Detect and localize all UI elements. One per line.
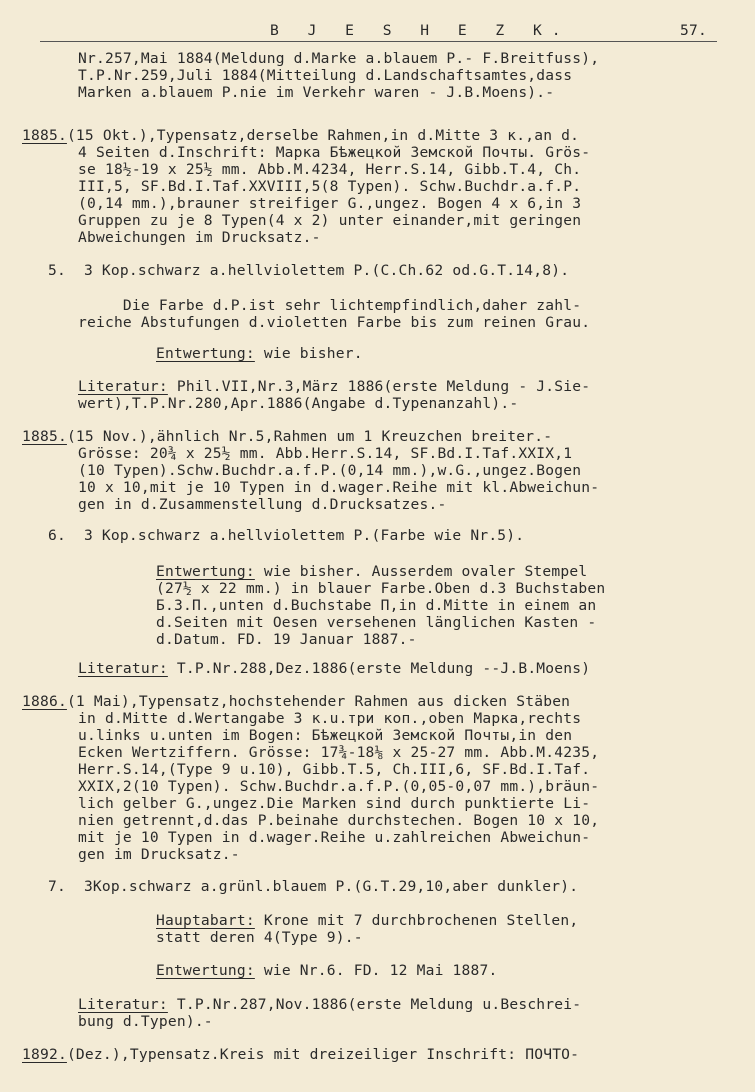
text-line: lich gelber G.,ungez.Die Marken sind durch punktierte Li- — [78, 795, 591, 812]
text-block-stamp-6-lit — [0, 660, 755, 677]
text-line — [0, 996, 755, 1013]
text-line — [0, 428, 755, 445]
text-line: XXIX,2(10 Typen). Schw.Buchdr.a.f.P.(0,05-0,07 mm.),bräun- — [78, 778, 600, 795]
section-text: Krone mit 7 durchbrochenen Stellen, — [254, 912, 579, 929]
running-title: B J E S H E Z K. — [270, 22, 571, 39]
text-line: wert),T.P.Nr.280,Apr.1886(Angabe d.Typenanzahl).- — [78, 395, 519, 412]
text-block-issue-1892 — [0, 1046, 755, 1063]
text-line — [0, 563, 755, 580]
text-block-stamp-5 — [0, 262, 755, 279]
text-line: d.Seiten mit Oesen versehenen länglichen Kasten - — [156, 614, 597, 631]
section-label: Literatur: — [78, 996, 168, 1013]
section-label: Entwertung: — [156, 563, 255, 580]
text-line: nien getrennt,d.das P.beinahe durchstechen. Bogen 10 x 10, — [78, 812, 600, 829]
header-rule — [40, 41, 717, 42]
section-text: wie bisher. — [254, 345, 363, 362]
text-line: T.P.Nr.259,Juli 1884(Mitteilung d.Landschaftsamtes,dass — [78, 67, 573, 84]
section-label: Entwertung: — [156, 345, 255, 362]
text-line: se 18½-19 x 25½ mm. Abb.M.4234, Herr.S.14, Gibb.T.4, Ch. — [78, 161, 582, 178]
text-line — [0, 345, 755, 362]
text-line: (0,14 mm.),brauner streifiger G.,ungez. Bogen 4 x 6,in 3 — [78, 195, 582, 212]
text-block-stamp-7-cancel — [0, 962, 755, 979]
section-label: Literatur: — [78, 378, 168, 395]
text-block-stamp-6 — [0, 527, 755, 544]
issue-year: 1892. — [22, 1046, 67, 1063]
issue-description: (1 Mai),Typensatz,hochstehender Rahmen aus dicken Stäben — [66, 693, 571, 710]
text-line: bung d.Typen).- — [78, 1013, 213, 1030]
text-line: reiche Abstufungen d.violetten Farbe bis zum reinen Grau. — [78, 314, 591, 331]
text-block-stamp-5-lit — [0, 378, 755, 412]
text-line: 5. 3 Kop.schwarz a.hellviolettem P.(C.Ch.62 od.G.T.14,8). — [48, 262, 570, 279]
text-block-stamp-5-cancel — [0, 345, 755, 362]
issue-year: 1885. — [22, 127, 67, 144]
issue-year: 1886. — [22, 693, 67, 710]
text-line: III,5, SF.Bd.I.Taf.XXVIII,5(8 Typen). Schw.Buchdr.a.f.P. — [78, 178, 582, 195]
section-label: Literatur: — [78, 660, 168, 677]
text-line: 10 x 10,mit je 10 Typen in d.wager.Reihe mit kl.Abweichun- — [78, 479, 600, 496]
section-text: T.P.Nr.287,Nov.1886(erste Meldung u.Beschrei- — [167, 996, 582, 1013]
text-line — [0, 912, 755, 929]
text-line: gen im Drucksatz.- — [78, 846, 240, 863]
text-line: 6. 3 Kop.schwarz a.hellviolettem P.(Farbe wie Nr.5). — [48, 527, 525, 544]
issue-description: (Dez.),Typensatz.Kreis mit dreizeiliger Inschrift: ПОЧТО- — [66, 1046, 580, 1063]
issue-description: (15 Nov.),ähnlich Nr.5,Rahmen um 1 Kreuzchen breiter.- — [66, 428, 553, 445]
section-label: Hauptabart: — [156, 912, 255, 929]
text-block-issue-1885-okt — [0, 127, 755, 246]
text-line: in d.Mitte d.Wertangabe 3 к.u.три коп.,oben Марка,rechts — [78, 710, 582, 727]
text-block-stamp-7-main — [0, 912, 755, 946]
text-block-intro — [0, 50, 755, 101]
page-number: 57. — [680, 22, 707, 39]
text-line: mit je 10 Typen in d.wager.Reihe u.zahlreichen Abweichun- — [78, 829, 591, 846]
issue-year: 1885. — [22, 428, 67, 445]
text-line — [0, 660, 755, 677]
text-line: Gruppen zu je 8 Typen(4 x 2) unter einander,mit geringen — [78, 212, 582, 229]
text-block-stamp-6-cancel — [0, 563, 755, 648]
text-line — [0, 1046, 755, 1063]
text-line: Die Farbe d.P.ist sehr lichtempfindlich,daher zahl- — [78, 297, 582, 314]
text-line: 7. 3Kop.schwarz a.grünl.blauem P.(G.T.29,10,aber dunkler). — [48, 878, 579, 895]
text-block-stamp-7 — [0, 878, 755, 895]
text-line: (27½ x 22 mm.) in blauer Farbe.Oben d.3 Buchstaben — [156, 580, 606, 597]
text-line: u.links u.unten im Bogen: Бѣжецкой Земской Почты,in den — [78, 727, 573, 744]
section-text: Phil.VII,Nr.3,März 1886(erste Meldung - J.Sie- — [167, 378, 591, 395]
section-text: wie bisher. Ausserdem ovaler Stempel — [254, 563, 588, 580]
text-line: 4 Seiten d.Inschrift: Марка Бѣжецкой Земской Почты. Grös- — [78, 144, 591, 161]
text-block-stamp-7-lit — [0, 996, 755, 1030]
text-line: gen in d.Zusammenstellung d.Drucksatzes.- — [78, 496, 447, 513]
text-block-issue-1885-nov — [0, 428, 755, 513]
section-text: T.P.Nr.288,Dez.1886(erste Meldung --J.B.Moens) — [167, 660, 591, 677]
text-line: (10 Typen).Schw.Buchdr.a.f.P.(0,14 mm.),w.G.,ungez.Bogen — [78, 462, 582, 479]
section-text: wie Nr.6. FD. 12 Mai 1887. — [254, 962, 498, 979]
text-line — [0, 962, 755, 979]
text-line — [0, 378, 755, 395]
text-block-issue-1886 — [0, 693, 755, 863]
text-line: Abweichungen im Drucksatz.- — [78, 229, 321, 246]
text-line: d.Datum. FD. 19 Januar 1887.- — [156, 631, 417, 648]
text-line: Grösse: 20¾ x 25½ mm. Abb.Herr.S.14, SF.Bd.I.Taf.XXIX,1 — [78, 445, 573, 462]
page-header — [0, 22, 755, 42]
text-line: Herr.S.14,(Type 9 u.10), Gibb.T.5, Ch.III,6, SF.Bd.I.Taf. — [78, 761, 591, 778]
text-block-stamp-5-note — [0, 297, 755, 331]
text-line: Nr.257,Mai 1884(Meldung d.Marke a.blauem P.- F.Breitfuss), — [78, 50, 600, 67]
text-line: statt deren 4(Type 9).- — [156, 929, 363, 946]
text-line: Б.З.П.,unten d.Buchstabe П,in d.Mitte in einem an — [156, 597, 597, 614]
section-label: Entwertung: — [156, 962, 255, 979]
text-line — [0, 127, 755, 144]
text-line — [0, 693, 755, 710]
text-line: Marken a.blauem P.nie im Verkehr waren - J.B.Moens).- — [78, 84, 555, 101]
text-line: Ecken Wertziffern. Grösse: 17¾-18⅛ x 25-27 mm. Abb.M.4235, — [78, 744, 600, 761]
issue-description: (15 Okt.),Typensatz,derselbe Rahmen,in d.Mitte 3 к.,an d. — [66, 127, 580, 144]
